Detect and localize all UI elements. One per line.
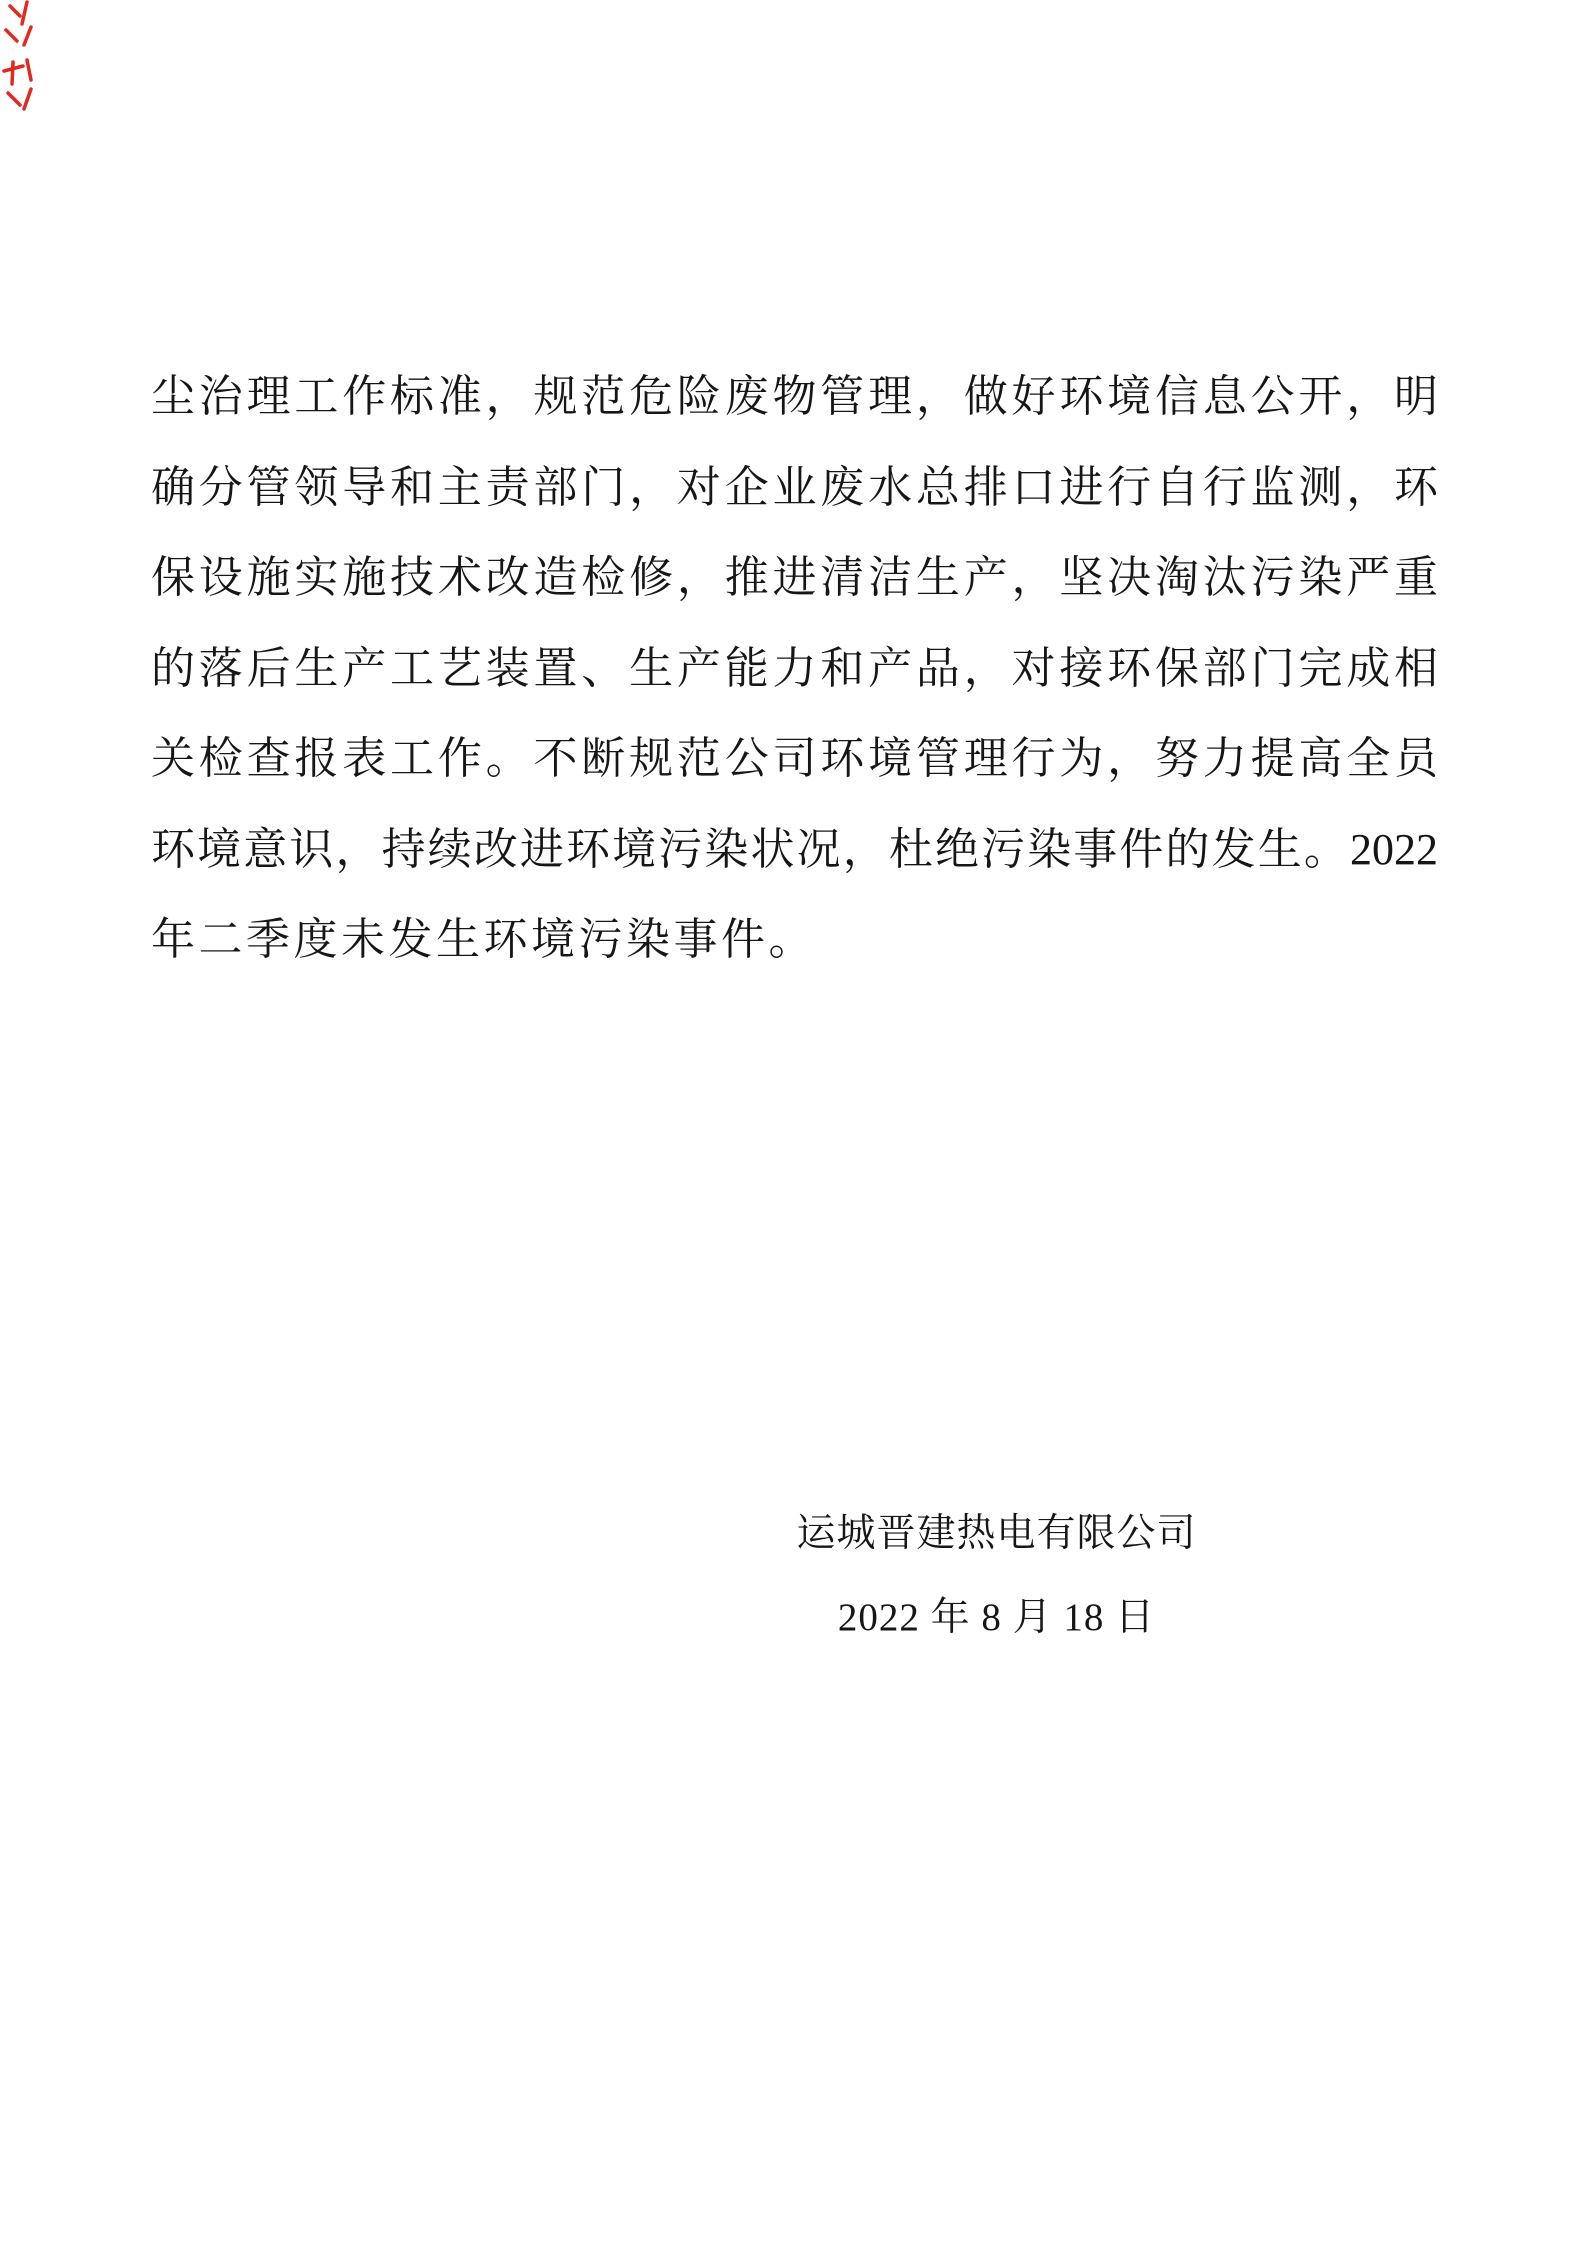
paragraph-line: 确分管领导和主责部门，对企业废水总排口进行自行监测，环 — [151, 462, 1438, 512]
signature-company: 运城晋建热电有限公司 — [796, 1512, 1197, 1555]
paragraph-line: 保设施实施技术改造检修，推进清洁生产，坚决淘汰污染严重 — [151, 553, 1438, 602]
paragraph-line-last: 年二季度未发生环境污染事件。 — [151, 915, 816, 964]
paragraph-line: 的落后生产工艺装置、生产能力和产品，对接环保部门完成相 — [151, 643, 1438, 693]
paragraph-line: 尘治理工作标准，规范危险废物管理，做好环境信息公开，明 — [151, 372, 1438, 421]
signature-date: 2022 年 8 月 18 日 — [837, 1596, 1156, 1639]
paragraph-line: 关检查报表工作。不断规范公司环境管理行为，努力提高全员 — [151, 734, 1438, 783]
body-paragraph — [151, 352, 1438, 986]
red-ink-artifact — [0, 0, 48, 114]
paragraph-line: 环境意识，持续改进环境污染状况，杜绝污染事件的发生。2022 — [151, 824, 1438, 874]
